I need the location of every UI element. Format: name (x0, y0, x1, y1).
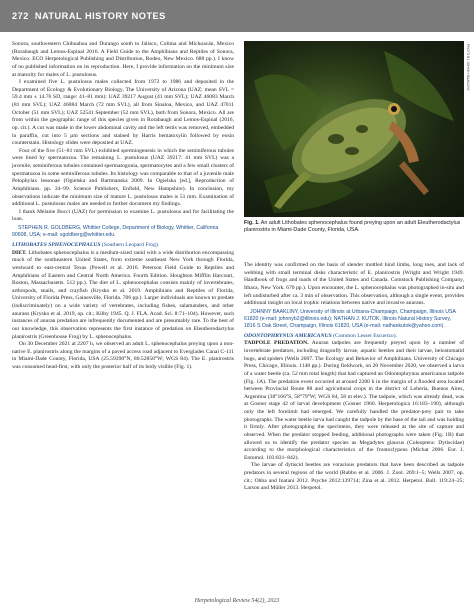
paragraph-text: Lithobates sphenocephalus is a medium-sized ranid with a wide distribution encompassing much of the southeastern United States, from extreme southeast New York through Florida, westward to east-central Texas (Powell et al. 2016. Peterson Field Guide to Reptiles and Amphibians of Eastern and Central North America. Fourth Edition. Houghton Mifflin Harcourt, Boston, Massachusetts. 512 pp.). The diet of L. sphenocephalus consists mainly of invertebrates, arthropods, snails, and crayfish (Krysko et al. 2019. Amphibians and Reptiles of Florida, University of Florida Press, Gainesville, Florida. 706 pp.). Larger individuals are known to predate (indiscriminately) on a wide variety of vertebrates, including fishes, salamanders, and other anurans (Krysko et al. 2019, op. cit.; Kilby 1945. Q. J. FLA. Acad. Sci. 8:71–104). However, such instances of anuran predation are infrequently documented and are presumably rare. To the best of our knowledge, this observation represents the first instance of predation on Eleutherodactylus planirostris (Greenhouse Frog) by L. sphenocephalus. (12, 249, 234, 340)
page-footer: Herpetological Review 54(2), 2023 (194, 598, 280, 604)
paragraph: I examined five L. pustulosus males collected from 1972 to 1986 and deposited in the Department of Ecology & Evolutionary Biology, The University of Arizona (UAZ; mean SVL = 59.4 mm ± 14.76 SD, range: 41–81 mm): UAZ 39217 August (41 mm SVL); UAZ 46083 March (81 mm SVL); UAZ 46084 March (72 mm SVL), all from Sinaloa, Mexico, and UAZ 47011 October (51 mm SVL); UAZ 52541 September (52 mm SVL), both from Sonora, Mexico. All are from within the geographic range of this species given in Rorabaugh and Lemos-Espinal (2016, op. cit.). A cut was made in the lower abdominal cavity and the left testis was removed, embedded in paraffin, cut into 5 µm sections and stained by Harris hematoxylin followed by eosin counterstain. Histology slides were deposited at UAZ. (12, 79, 234, 147)
runin-heading: TADPOLE PREDATION. (244, 340, 309, 347)
paragraph: The larvae of dytiscid beetles are voracious predators that have been described as tadpole predators in several regions of the world (Rubbo et al. 2006. J. Zool. 269:1–5; Wells 2007, op. cit.; Ohba and Inatani 2012. Psyche 2012:139714; Zina et al. 2012. Herpetol. Bull. 119:24–25; Larson and Müller 2013. Herpetol. (244, 462, 464, 492)
paragraph: I thank Melanie Bucci (UAZ) for permission to examine L. pustulosus and for facilitating the loan. (12, 208, 234, 223)
figure-label: Fig. 1. (244, 220, 260, 226)
author-signature: STEPHEN R. GOLDBERG, Whittier College, Department of Biology, Whittier, California 90608, USA; e-mail: sgoldberg@whittier.edu. (12, 225, 219, 238)
paragraph: The identity was confirmed on the basis of slender mottled hind limbs, long toes, and lack of webbing with small terminal disks characteristic of E. planirostris (Wright and Wright 1949. Handbook of frogs and toads of the United States and Canada. Comstock Publishing Company, Ithaca, New York. 670 pp.). Upon encounter, the L. sphenocephalus was photographed in-situ and left undisturbed after ca. 3 min of observation. This observation, although a single event, provides additional insight on local trophic relations between native and invasive anurans. (244, 262, 464, 307)
species-heading (12, 242, 234, 250)
paragraph (12, 250, 234, 342)
left-column (12, 41, 234, 372)
frog-photo-illustration (244, 41, 464, 217)
caption-text: An adult Lithobates sphenocephalus found preying upon an adult Eleutherodactylus planirostris in Miami-Dade County, Florida, USA. (244, 220, 461, 234)
page-number: 272 (12, 11, 29, 21)
page-header (0, 0, 474, 32)
paragraph-text: Anuran tadpoles are frequently preyed upon by a number of invertebrate predators, including dragonfly larvae, aquatic beetles and their larvae, belostomatid bugs, and spiders (Wells 2007. The Ecology and Behavior of Amphibians. University of Chicago Press, Chicago, Illinois. 1148 pp.). During fieldwork, on 20 November 2020, we observed a larva of a water beetle (ca. 52 mm total length) that had captured an Odontophrynus americanus tadpole (Fig. 1A). The predation event occurred at around 2200 h in the margin of a flooded area located between Provincial Route 88 and agricultural crops in the district of Lobería, Buenos Aires, Argentina (38°166°S, 58°79°W; WGS 84, 58 m elev.). The tadpole, which was already dead, was at Gosner stage 42 of larval development (Gosner 1960. Herpetologica 16:183–190), although only the left forelimb had emerged. We carefully handled the predator-prey pair to take photographs. The water beetle larva had caught the tadpole by the base of the tail and was holding it firmly. After photographing the specimens, they were released at the site of capture and observed. When the predator stopped feeding, additional photographs were taken (Fig. 1B) that allowed us to identify the predator species as Megadytes glaucus (Coleoptera: Dytiscidae) according to the morphological characteristics of the frontoclypeus (Michat 2006. Eur. J. Entomol. 103:831–842). (244, 340, 464, 461)
author-signature: JOHNNY BAAKLINY, University of Illinois at Urbana-Champaign, Champaign, Illinois USA 61820 (e-mail: johnnyb2@illinois.edu); NATHAN J. KUTOK, Illinois Natural History Survey, 1816 S Oak Street, Champaign, Illinois 61820, USA (e-mail: nathankutok@yahoo.com). (244, 308, 456, 329)
paragraph: Four of the five (51–81 mm SVL) exhibited spermiogenesis in which the seminiferous tubules were lined by spermatozoa. The remaining L. pustulosus (UAZ 39217: 41 mm SVL) was a juvenile; seminiferous tubules contained spermatogonia, spermatocytes and a few small clusters of spermatozoa in some seminiferous tubules. Its histology was comparable to that of a juvenile male Pelophylax lessonae (Ogielska and Bartmanska 2009. In Ogielska [ed.], Reproduction of Amphibians. pp. 34–99. Science Publishers, Enfield, New Hampshire). In conclusion, my observations indicate the minimum size of mature L. pustulosus males is 51 mm. Examination of additional L. pustulosus males are needed to further document my findings. (12, 147, 234, 208)
paragraph: On 30 December 2021 at 2207 h, we observed an adult L. sphenocephalus preying upon a non-native E. planirostris along the margins of a paved access road adjacent to Everglades Canal C-111 in Miami-Dade County, Florida, USA (25.59390°N, 80.52858°W; WGS 84). The E. planirostris was consumed head-first, with only the posterior half of its body visible (Fig. 1). (12, 341, 234, 370)
right-column (244, 262, 464, 493)
common-name: (Southern Leopard Frog). (101, 242, 160, 248)
figure-caption (244, 220, 464, 235)
species-name: LITHOBATES SPHENOCEPHALUS (12, 242, 101, 248)
species-name: ODONTOPHRYNUS AMERICANUS (244, 332, 332, 339)
paragraph (244, 340, 464, 462)
figure-photo (244, 41, 464, 217)
photo-credit: PHOTO BY JOHNNY BAAKLINY (466, 44, 470, 91)
runin-heading: DIET. (12, 249, 27, 256)
section-heading: NATURAL HISTORY NOTES (34, 11, 166, 21)
paragraph: Sonora, southwestern Chihuahua and Durango south to Jalisco, Colima and Michoacán, Mexico (Rorabaugh and Lemos-Espinal 2016. A Field Guide to the Amphibians and Reptiles of Sonora, Mexico. ECO Herpetological Publishing and Distribution, Rodeo, New Mexico. 688 pp.). I know of no published information on its reproduction. Here, I provide information on the minimum size at maturity for males of L. pustulosus. (12, 41, 234, 78)
common-name: (Common Lesser Escuerzo). (333, 332, 397, 339)
